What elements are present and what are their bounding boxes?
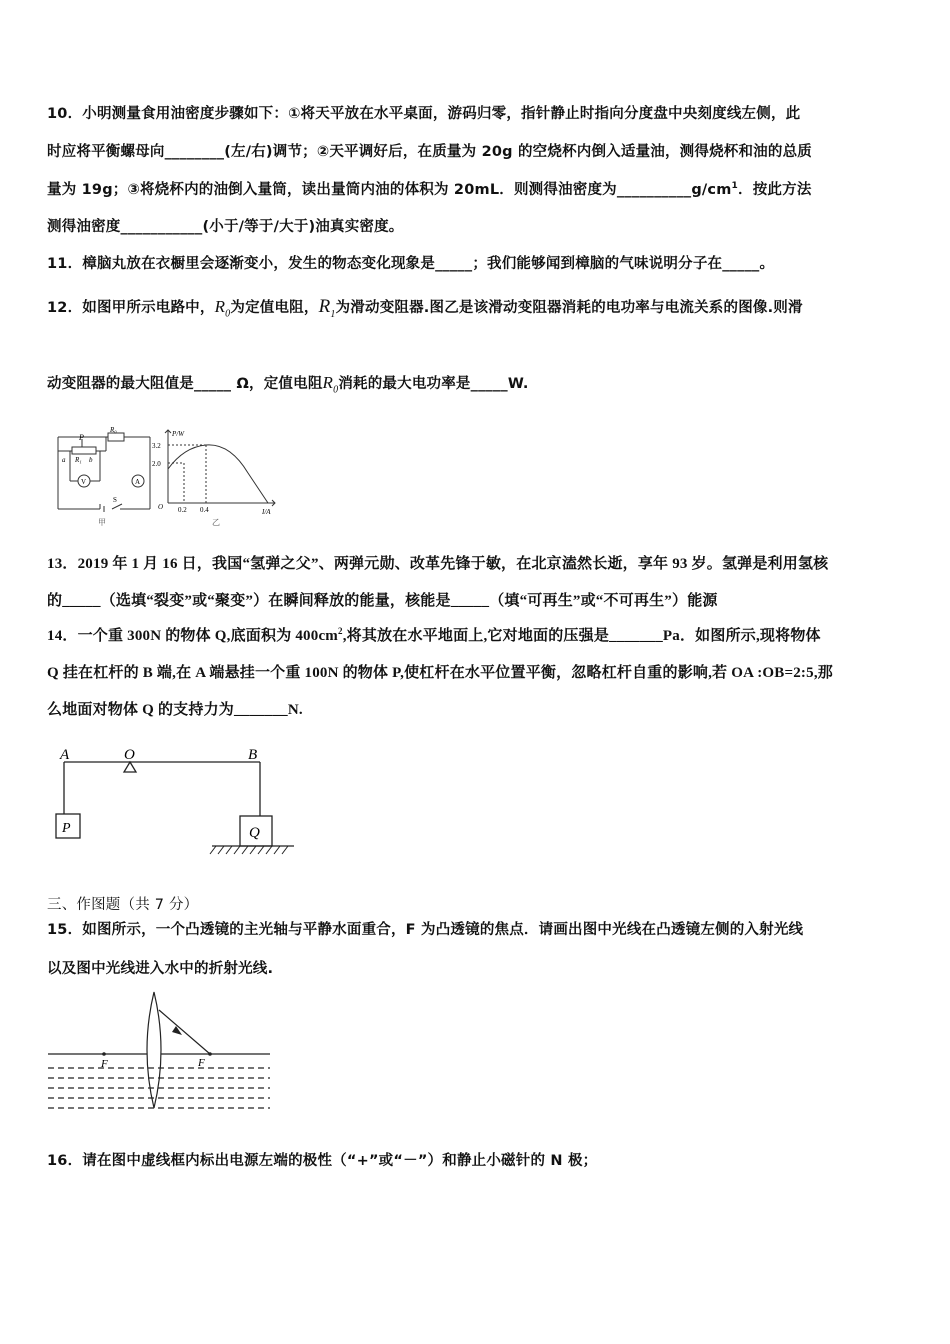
- label-q-block: Q: [249, 825, 260, 841]
- focus-point-right: [208, 1052, 212, 1056]
- q16-line-1: 16．请在图中虚线框内标出电源左端的极性（“+”或“－”）和静止小磁针的 N 极；: [47, 1153, 598, 1169]
- convex-lens: [147, 992, 161, 1108]
- label-a: a: [62, 456, 66, 464]
- q15-line-2: 以及图中光线进入水中的折射光线.: [47, 961, 274, 977]
- q14-line-1-tail: ,将其放在水平地面上,它对地面的压强是_______Pa．如图所示,现将物体: [342, 628, 821, 644]
- voltmeter-label: V: [81, 478, 87, 486]
- label-f-left: F: [101, 1058, 108, 1070]
- label-r0: R₀: [110, 426, 117, 434]
- refracted-ray: [159, 1010, 210, 1054]
- lever-diagram: [50, 742, 300, 867]
- section-heading: 三、作图题（共 7 分）: [47, 897, 199, 913]
- q12-line-1-mid: 为定值电阻，: [230, 300, 319, 316]
- label-o-fulcrum: O: [124, 747, 135, 763]
- lens-water-diagram: [46, 988, 276, 1113]
- label-a-end: A: [60, 747, 70, 763]
- q10-line-3: [47, 178, 812, 199]
- focus-point-left: [102, 1052, 106, 1056]
- switch-label: S: [113, 496, 117, 504]
- symbol-r1: $R_1$: [318, 296, 336, 320]
- ammeter-label: A: [135, 478, 141, 486]
- q10-line-2: 时应将平衡螺母向________(左/右)调节；②天平调好后，在质量为 20g 的空烧杯内倒入适量油，测得烧杯和油的总质: [47, 144, 812, 160]
- q11-line-1: 11．樟脑丸放在衣橱里会逐渐变小，发生的物态变化现象是_____；我们能够闻到樟脑的气味说明分子在_____。: [47, 256, 775, 272]
- fulcrum-icon: [124, 762, 136, 772]
- graph-caption: 乙: [212, 518, 220, 527]
- circuit-diagram: [50, 425, 160, 530]
- q10-line-1: 10．小明测量食用油密度步骤如下：①将天平放在水平桌面，游码归零，指针静止时指向分度盘中央刻度线左侧，此: [47, 106, 801, 122]
- circuit-caption: 甲: [98, 518, 106, 527]
- label-p: P: [79, 433, 84, 442]
- q12-line-1: [47, 296, 803, 320]
- x-tick-label: 0.4: [200, 506, 209, 514]
- q10-line-4: 测得油密度___________(小于/等于/大于)油真实密度。: [47, 219, 404, 235]
- label-r1: R₁: [75, 456, 82, 464]
- q12-line-1-tail: 为滑动变阻器.图乙是该滑动变阻器消耗的电功率与电流关系的图像.则滑: [335, 300, 803, 316]
- q14-line-2: Q 挂在杠杆的 B 端,在 A 端悬挂一个重 100N 的物体 P,使杠杆在水平位置平衡，忽略杠杆自重的影响,若 OA :OB=2:5,那: [47, 665, 833, 681]
- y-tick-label: 2.0: [152, 460, 161, 468]
- q12-line-2-tail: 消耗的最大电功率是_____W.: [338, 376, 529, 392]
- x-tick-label: 0.2: [178, 506, 187, 514]
- q12-line-1-text: 12．如图甲所示电路中，: [47, 300, 215, 316]
- x-axis-label: I/A: [262, 508, 271, 516]
- q13-line-1: 13．2019 年 1 月 16 日，我国“氢弹之父”、两弹元勋、改革先锋于敏，在北京溘然长逝，享年 93 岁。氢弹是利用氢核: [47, 556, 829, 572]
- q10-line-3-tail: ．按此方法: [738, 182, 812, 198]
- label-b-end: B: [248, 747, 258, 763]
- origin-label: O: [158, 503, 164, 511]
- power-current-graph: [150, 425, 285, 530]
- q15-line-1: 15．如图所示，一个凸透镜的主光轴与平静水面重合，F 为凸透镜的焦点．请画出图中光线在凸透镜左侧的入射光线: [47, 922, 804, 938]
- y-axis-label: P/W: [172, 430, 185, 438]
- q12-line-2: [47, 372, 529, 395]
- label-b: b: [89, 456, 93, 464]
- q12-line-2-text: 动变阻器的最大阻值是_____ Ω，定值电阻: [47, 376, 323, 392]
- label-p-block: P: [62, 821, 71, 836]
- q14-area-exponent: 2: [338, 626, 343, 636]
- label-f-right: F: [198, 1057, 205, 1069]
- y-tick-label: 3.2: [152, 442, 161, 450]
- symbol-r0: $R_0$: [214, 297, 231, 320]
- ray-arrow-icon: [172, 1026, 182, 1035]
- q10-unit-exponent: 1: [731, 181, 739, 192]
- ground-hatch: [210, 846, 288, 854]
- q14-line-1: [47, 624, 821, 645]
- q14-line-1-text: 14．一个重 300N 的物体 Q,底面积为 400cm: [47, 628, 339, 644]
- q13-line-2: 的_____（选填“裂变”或“聚变”）在瞬间释放的能量，核能是_____（填“可再生”或“不可再生”）能源: [47, 593, 718, 609]
- symbol-r0-second: $R_0$: [322, 373, 339, 396]
- q14-line-3: 么地面对物体 Q 的支持力为_______N.: [47, 702, 303, 718]
- q10-line-3-text: 量为 19g；③将烧杯内的油倒入量筒，读出量筒内油的体积为 20mL．则测得油密度为__________g/cm: [47, 182, 732, 198]
